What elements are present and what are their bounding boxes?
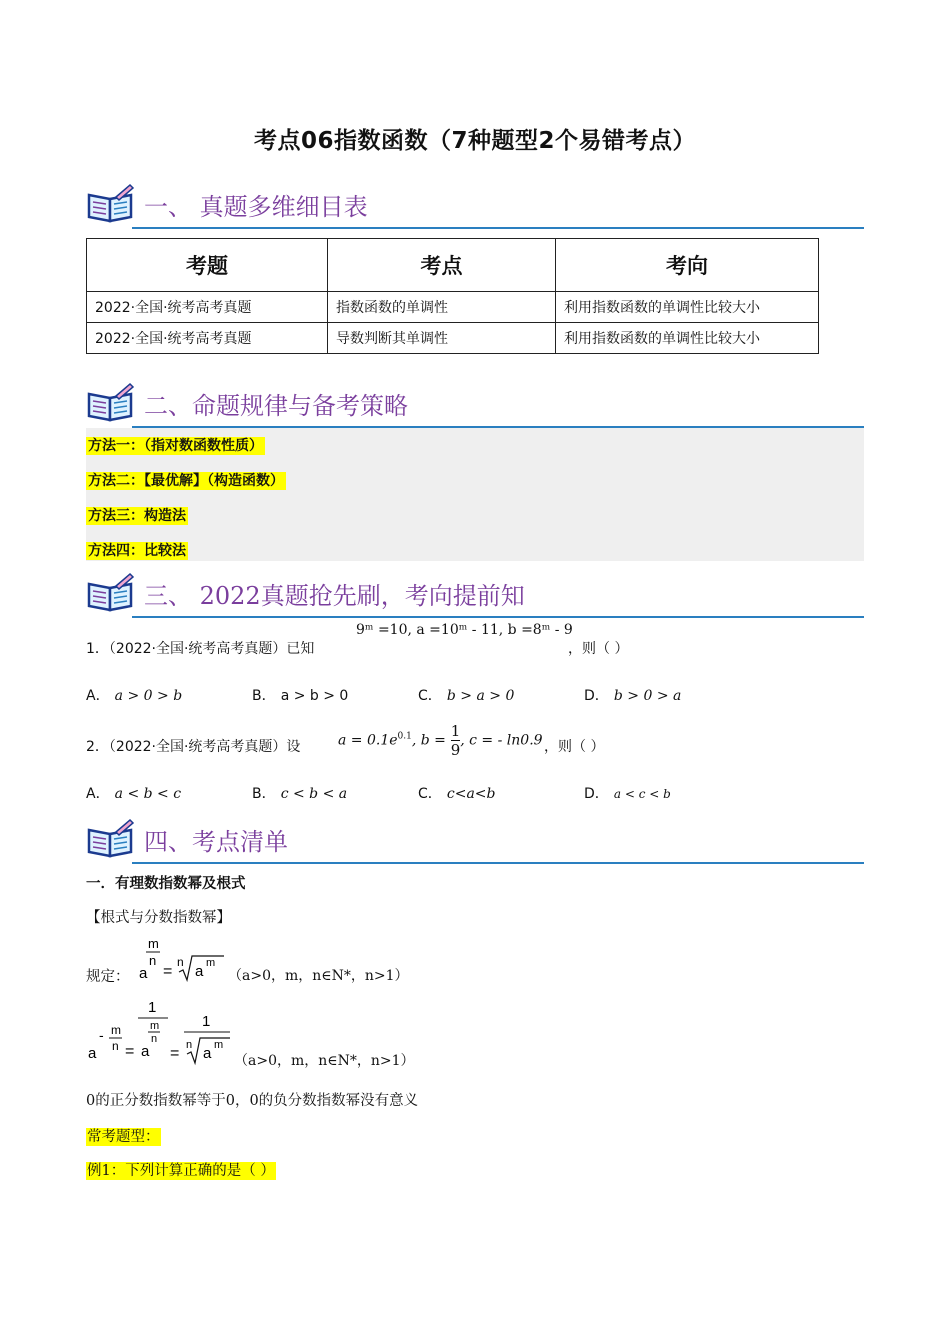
svg-text:n: n: [186, 1039, 193, 1051]
question-2-prefix: 2．（2022·全国·统考高考真题）设: [86, 739, 301, 755]
condition-2: （a>0，m，n∈N*，n>1）: [234, 1053, 415, 1069]
svg-text:=: =: [170, 1045, 180, 1062]
section-header-3: [86, 572, 864, 618]
method-3: 方法三：构造法: [88, 508, 186, 524]
rule-label: 规定：: [86, 969, 130, 985]
question-2-formula: $a = 0.1e^{0.1}$, b = $\frac{1}{9}$ , c = - ln0.9: [338, 722, 543, 759]
section-title-2: 二、命题规律与备考策略: [144, 392, 408, 420]
zero-rule-text: 0的正分数指数幂等于0，0的负分数指数幂没有意义: [86, 1093, 419, 1109]
svg-text:m: m: [206, 957, 216, 969]
question-1-suffix: ，则（ ）: [568, 641, 629, 657]
example-1: 例1：下列计算正确的是（ ）: [87, 1163, 275, 1179]
book-icon: [86, 818, 136, 860]
question-1-prefix: 1．（2022·全国·统考高考真题）已知: [86, 641, 315, 657]
svg-text:=: =: [125, 1043, 135, 1060]
subsection-title: 一．有理数指数幂及根式: [86, 876, 246, 892]
table-header: 考点: [328, 239, 556, 292]
book-icon: [86, 572, 136, 614]
question-1-formula: 9ᵐ =10, a =10ᵐ - 11, b =8ᵐ - 9: [356, 622, 573, 638]
q1-option-b[interactable]: B． a > b > 0: [252, 688, 349, 704]
common-question-type: 常考题型：: [87, 1129, 160, 1145]
topic-table: [86, 238, 819, 354]
table-row: [87, 323, 819, 354]
method-4: 方法四：比较法: [88, 543, 186, 559]
table-cell: 2022·全国·统考高考真题: [87, 323, 328, 354]
section-header-4: [86, 818, 864, 864]
svg-text:a: a: [139, 965, 148, 982]
book-icon: [86, 183, 136, 225]
svg-text:m: m: [111, 1023, 121, 1037]
svg-text:a: a: [195, 963, 204, 980]
svg-text:a: a: [141, 1043, 150, 1060]
table-header-row: [87, 239, 819, 292]
section-rule: [132, 616, 864, 618]
svg-text:n: n: [112, 1039, 119, 1053]
section-header-1: [86, 183, 864, 229]
section-title-3: 三、 2022真题抢先刷，考向提前知: [144, 582, 525, 610]
table-header: 考向: [556, 239, 819, 292]
bracket-heading: 【根式与分数指数幂】: [86, 910, 231, 926]
svg-text:1: 1: [202, 1013, 211, 1030]
condition-1: （a>0，m，n∈N*，n>1）: [228, 968, 409, 984]
q1-option-a[interactable]: A． a > 0 > b: [86, 688, 183, 704]
section-title-1: 一、 真题多维细目表: [144, 193, 368, 221]
svg-text:a: a: [203, 1045, 212, 1062]
svg-text:n: n: [149, 953, 157, 968]
section-title-4: 四、考点清单: [144, 828, 288, 856]
table-row: [87, 292, 819, 323]
q2-option-a[interactable]: A． a < b < c: [86, 786, 182, 802]
svg-text:m: m: [148, 936, 159, 951]
q1-option-d[interactable]: D． b > 0 > a: [584, 688, 682, 704]
table-cell: 利用指数函数的单调性比较大小: [556, 323, 819, 354]
svg-text:1: 1: [148, 999, 157, 1016]
section-header-2: [86, 382, 864, 428]
svg-text:m: m: [150, 1020, 160, 1032]
svg-text:-: -: [99, 1027, 104, 1043]
q2-option-c[interactable]: C． c<a<b: [418, 786, 496, 802]
q2-option-b[interactable]: B． c < b < a: [252, 786, 348, 802]
formula-negative-exponent: [86, 996, 232, 1066]
svg-text:a: a: [88, 1045, 97, 1062]
svg-text:m: m: [214, 1039, 224, 1051]
fraction-one-ninth: $\frac{1}{9}$: [450, 722, 461, 759]
book-icon: [86, 382, 136, 424]
method-1: 方法一：（指对数函数性质）: [88, 438, 263, 454]
question-2-suffix: ，则（ ）: [544, 739, 605, 755]
svg-text:n: n: [177, 955, 184, 969]
svg-text:n: n: [151, 1033, 158, 1045]
table-cell: 导数判断其单调性: [328, 323, 556, 354]
table-cell: 2022·全国·统考高考真题: [87, 292, 328, 323]
page-title: 考点06指数函数（7种题型2个易错考点）: [253, 128, 696, 154]
method-2: 方法二：【最优解】（构造函数）: [88, 473, 284, 489]
table-cell: 利用指数函数的单调性比较大小: [556, 292, 819, 323]
section-rule: [132, 862, 864, 864]
section-rule: [132, 227, 864, 229]
q2-option-d[interactable]: D． a < c < b: [584, 786, 671, 802]
formula-positive-exponent: [136, 936, 228, 986]
svg-text:=: =: [163, 963, 173, 980]
q1-option-c[interactable]: C． b > a > 0: [418, 688, 515, 704]
table-header: 考题: [87, 239, 328, 292]
table-cell: 指数函数的单调性: [328, 292, 556, 323]
